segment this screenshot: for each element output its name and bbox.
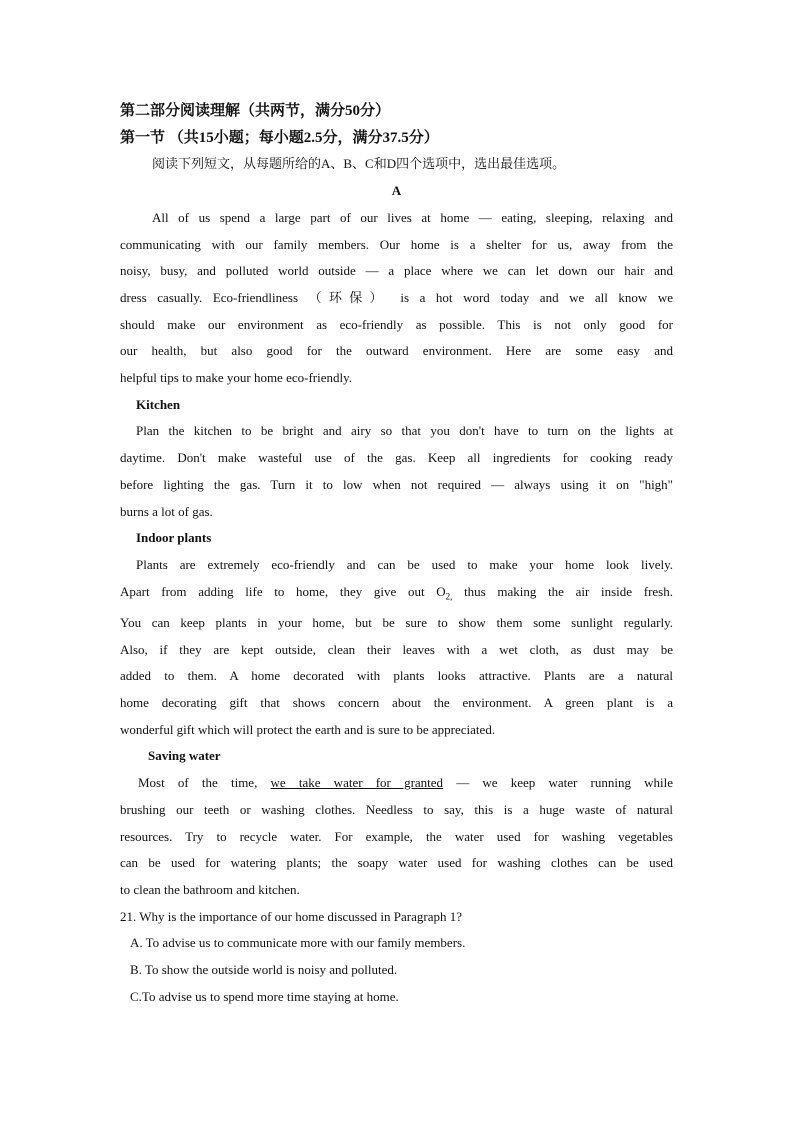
- paragraph-line: added to them. A home decorated with plants looks attractive. Plants are a natural: [120, 668, 673, 684]
- line-text: Apart from adding life to home, they give out O: [120, 583, 446, 599]
- kitchen-heading: Kitchen: [136, 396, 181, 412]
- paragraph-line: [120, 579, 673, 610]
- paragraph-line: brushing our teeth or washing clothes. Needless to say, this is a huge waste of natural: [120, 801, 673, 817]
- paragraph-line: helpful tips to make your home eco-friendly.: [120, 370, 353, 386]
- paragraph-line: Also, if they are kept outside, clean their leaves with a wet cloth, as dust may be: [120, 641, 673, 657]
- paragraph-line: should make our environment as eco-friendly as possible. This is not only good for: [120, 316, 673, 332]
- paragraph-line: communicating with our family members. Our home is a shelter for us, away from the: [120, 236, 673, 252]
- paragraph-line: burns a lot of gas.: [120, 503, 213, 519]
- kitchen-paragraph: [120, 418, 673, 525]
- option-a: A. To advise us to communicate more with our family members.: [130, 935, 466, 951]
- paragraph-line: to clean the bathroom and kitchen.: [120, 881, 300, 897]
- option-b: B. To show the outside world is noisy and polluted.: [130, 962, 398, 978]
- paragraph-line: Plan the kitchen to be bright and airy so that you don't have to turn on the lights at: [136, 423, 673, 439]
- passage-label: A: [391, 183, 402, 199]
- question-21: [120, 904, 673, 1011]
- paragraph-line: You can keep plants in your home, but be sure to show them some sunlight regularly.: [120, 614, 673, 630]
- plants-paragraph: [120, 552, 673, 744]
- paragraph-line: All of us spend a large part of our lives at home — eating, sleeping, relaxing and: [152, 209, 673, 225]
- underlined-phrase: we take water for granted: [270, 775, 444, 791]
- paragraph-line: home decorating gift that shows concern about the environment. A green plant is a: [120, 695, 673, 711]
- paragraph-line: Plants are extremely eco-friendly and can be used to make your home look lively.: [136, 556, 673, 572]
- plants-heading: Indoor plants: [136, 530, 212, 546]
- question-stem: 21. Why is the importance of our home discussed in Paragraph 1?: [120, 908, 463, 924]
- section-title: 第一节 （共15小题；每小题2.5分，满分37.5分）: [120, 129, 439, 146]
- paragraph-line: wonderful gift which will protect the earth and is sure to be appreciated.: [120, 721, 496, 737]
- intro-paragraph: [120, 205, 673, 392]
- paragraph-line: before lighting the gas. Turn it to low when not required — always using it on "high": [120, 476, 673, 492]
- line-text: — we keep water running while: [443, 775, 674, 791]
- instruction-text: 阅读下列短文，从每题所给的A、B、C和D四个选项中，选出最佳选项。: [152, 156, 566, 172]
- paragraph-line: daytime. Don't make wasteful use of the gas. Keep all ingredients for cooking ready: [120, 450, 673, 466]
- part-title: 第二部分阅读理解（共两节，满分50分）: [120, 103, 391, 119]
- paragraph-line: [120, 770, 673, 797]
- line-text: thus making the air inside fresh.: [452, 583, 673, 599]
- paragraph-line: our health, but also good for the outward environment. Here are some easy and: [120, 343, 673, 359]
- paragraph-line: dress casually. Eco-friendliness （环保） is a hot word today and we all know we: [120, 289, 673, 305]
- exam-page: [120, 98, 673, 1011]
- paragraph-line: resources. Try to recycle water. For example, the water used for washing vegetables: [120, 828, 673, 844]
- paragraph-line: can be used for watering plants; the soapy water used for washing clothes can be used: [120, 855, 673, 871]
- option-c: C.To advise us to spend more time staying at home.: [130, 988, 399, 1004]
- water-heading: Saving water: [148, 748, 221, 764]
- subscript-2: 2,: [445, 591, 453, 602]
- water-paragraph: [120, 770, 673, 904]
- line-text: Most of the time,: [138, 775, 271, 791]
- paragraph-line: noisy, busy, and polluted world outside — a place where we can let down our hair and: [120, 263, 673, 279]
